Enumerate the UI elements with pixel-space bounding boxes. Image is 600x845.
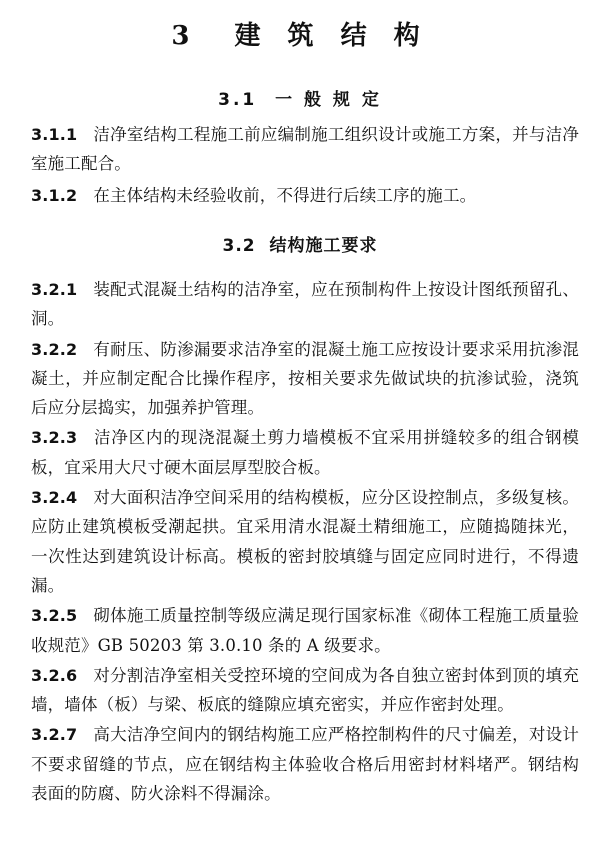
clause-number: 3.2.2 [31, 339, 78, 359]
clause-number: 3.2.4 [31, 488, 78, 508]
clause-text: 高大洁净空间内的钢结构施工应严格控制构件的尺寸偏差，对设计不要求留缝的节点，应在钢结构主体验收合格后用密封材料堵严。钢结构表面的防腐、防火涂料不得漏涂。 [31, 725, 579, 804]
clause-text: 洁净室结构工程施工前应编制施工组织设计或施工方案，并与洁净室施工配合。 [31, 125, 579, 174]
section-heading-3-1: 3.1 一 般 规 定 [218, 90, 382, 110]
clause-list-3-2 [31, 275, 579, 808]
chapter-title: 3 建 筑 结 构 [171, 21, 429, 51]
clause-text: 装配式混凝土结构的洁净室，应在预制构件上按设计图纸预留孔、洞。 [31, 280, 579, 329]
clause-number: 3.2.5 [31, 606, 78, 626]
clause-text: 对大面积洁净空间采用的结构模板，应分区设控制点，多级复核。应防止建筑模板受潮起拱。宜采用清水混凝土精细施工，应随捣随抹光，一次性达到建筑设计标高。模板的密封胶填缝与固定应同时进行，不得遗漏。 [31, 488, 579, 595]
clause-3-2-6 [31, 661, 579, 720]
clause-number: 3.1.1 [31, 125, 78, 144]
clause-3-2-7 [31, 720, 579, 808]
clause-number: 3.2.1 [31, 280, 78, 299]
clause-3-2-1 [31, 275, 579, 334]
clause-number: 3.1.2 [31, 185, 78, 205]
clause-3-2-4 [31, 483, 579, 600]
clause-number: 3.2.7 [31, 725, 78, 745]
clause-number: 3.2.3 [31, 428, 78, 448]
clause-3-1-2 [31, 181, 579, 210]
clause-3-2-3 [31, 423, 579, 482]
clause-text: 在主体结构未经验收前，不得进行后续工序的施工。 [93, 185, 477, 205]
section-heading-3-2: 3.2 结构施工要求 [222, 236, 378, 256]
clause-text: 洁净区内的现浇混凝土剪力墙模板不宜采用拼缝较多的组合钢模板，宜采用大尺寸硬木面层厚型胶合板。 [31, 428, 579, 477]
clause-list-3-1 [31, 120, 579, 210]
clause-text: 有耐压、防渗漏要求洁净室的混凝土施工应按设计要求采用抗渗混凝土，并应制定配合比操作程序，按相关要求先做试块的抗渗试验，浇筑后应分层捣实，加强养护管理。 [31, 339, 579, 418]
clause-3-2-5 [31, 601, 579, 660]
clause-3-1-1 [31, 120, 579, 179]
clause-text: 对分割洁净室相关受控环境的空间成为各自独立密封体到顶的填充墙，墙体（板）与梁、板底的缝隙应填充密实，并应作密封处理。 [31, 665, 579, 715]
clause-number: 3.2.6 [31, 665, 78, 685]
clause-text: 砌体施工质量控制等级应满足现行国家标准《砌体工程施工质量验收规范》GB 50203 第 3.0.10 条的 A 级要求。 [31, 606, 579, 655]
clause-3-2-2 [31, 335, 579, 423]
